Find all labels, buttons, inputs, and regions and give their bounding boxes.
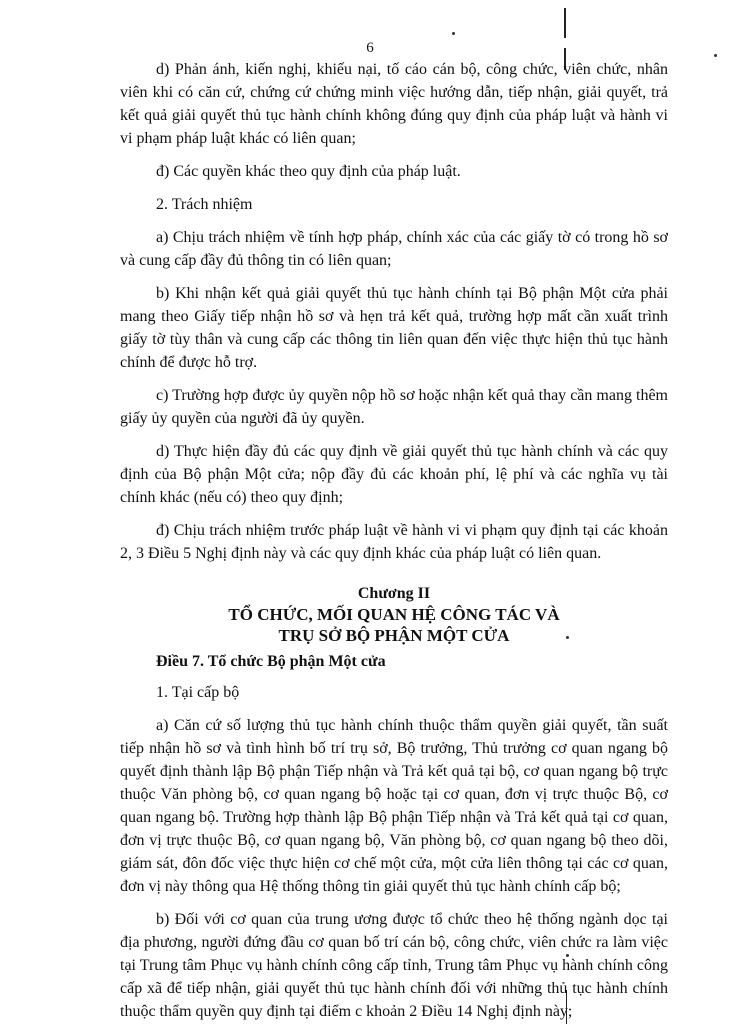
article-paragraph-b: b) Đối với cơ quan của trung ương được tổ chức theo hệ thống ngành dọc tại địa phương, người đứng đầu cơ quan bố trí cán bộ, công chức, viên chức ra làm việc tại Trung tâm Phục vụ hành chính công cấp tỉnh, Trung tâm Phục vụ hành chính công cấp xã để tiếp nhận, giải quyết thủ tục hành chính đối với những thủ tục hành chính thuộc thẩm quyền quy định tại điểm c khoản 2 Điều 14 Nghị định này; <box>120 911 668 1020</box>
article-paragraph-a: a) Căn cứ số lượng thủ tục hành chính thuộc thẩm quyền giải quyết, tần suất tiếp nhận hồ sơ và tình hình bố trí trụ sở, Bộ trưởng, Thủ trưởng cơ quan ngang bộ quyết định thành lập Bộ phận Tiếp nhận và Trả kết quả tại bộ, cơ quan ngang bộ trực thuộc Văn phòng bộ, cơ quan ngang bộ hoặc tại cơ quan, đơn vị trực thuộc Bộ, cơ quan ngang bộ. Trường hợp thành lập Bộ phận Tiếp nhận và Trả kết quả tại cơ quan, đơn vị trực thuộc Bộ, cơ quan ngang bộ, Văn phòng bộ, cơ quan ngang bộ theo dõi, giám sát, đôn đốc việc thực hiện cơ chế một cửa, một cửa liên thông tại các cơ quan, đơn vị này thông qua Hệ thống thông tin giải quyết thủ tục hành chính cấp bộ; <box>120 717 668 895</box>
paragraph-resp-dd: đ) Chịu trách nhiệm trước pháp luật về hành vi vi phạm quy định tại các khoản 2, 3 Điều 5 Nghị định này và các quy định khác của pháp luật có liên quan. <box>120 522 668 562</box>
paragraph-resp-c: c) Trường hợp được ủy quyền nộp hồ sơ hoặc nhận kết quả thay cần mang thêm giấy ủy quyền của người đã ủy quyền. <box>120 387 668 427</box>
chapter-title-line1: TỔ CHỨC, MỐI QUAN HỆ CÔNG TÁC VÀ <box>228 605 560 624</box>
heading-responsibilities: 2. Trách nhiệm <box>156 196 253 213</box>
chapter-heading <box>120 583 668 646</box>
paragraph-right-dd: đ) Các quyền khác theo quy định của pháp luật. <box>156 163 461 180</box>
paragraph-resp-a: a) Chịu trách nhiệm về tính hợp pháp, chính xác của các giấy tờ có trong hồ sơ và cung cấp đầy đủ thông tin có liên quan; <box>120 229 668 269</box>
scan-artifact-dot <box>714 54 717 57</box>
page-number: 6 <box>366 40 374 56</box>
scan-artifact-line <box>564 8 566 38</box>
paragraph-resp-b: b) Khi nhận kết quả giải quyết thủ tục hành chính tại Bộ phận Một cửa phải mang theo Giấy tiếp nhận hồ sơ và hẹn trả kết quả, trường hợp mất cần xuất trình giấy tờ tùy thân và cung cấp các thông tin liên quan đến việc thực hiện thủ tục hành chính để được hỗ trợ. <box>120 285 668 371</box>
paragraph-right-d: d) Phản ánh, kiến nghị, khiếu nại, tố cáo cán bộ, công chức, viên chức, nhân viên khi có căn cứ, chứng cứ chứng minh việc hướng dẫn, tiếp nhận, giải quyết, trả kết quả giải quyết thủ tục hành chính không đúng quy định của pháp luật và hành vi vi phạm pháp luật khác có liên quan; <box>120 61 668 147</box>
chapter-label: Chương II <box>357 585 431 602</box>
document-body <box>120 58 668 1033</box>
article-item-1: 1. Tại cấp bộ <box>156 684 240 701</box>
paragraph-resp-d: d) Thực hiện đầy đủ các quy định về giải quyết thủ tục hành chính và các quy định của Bộ phận Một cửa; nộp đầy đủ các khoản phí, lệ phí và các nghĩa vụ tài chính khác (nếu có) theo quy định; <box>120 443 668 506</box>
scan-artifact-dot <box>452 32 455 35</box>
article-title: Điều 7. Tổ chức Bộ phận Một cửa <box>156 653 386 670</box>
chapter-title-line2: TRỤ SỞ BỘ PHẬN MỘT CỬA <box>278 626 510 645</box>
